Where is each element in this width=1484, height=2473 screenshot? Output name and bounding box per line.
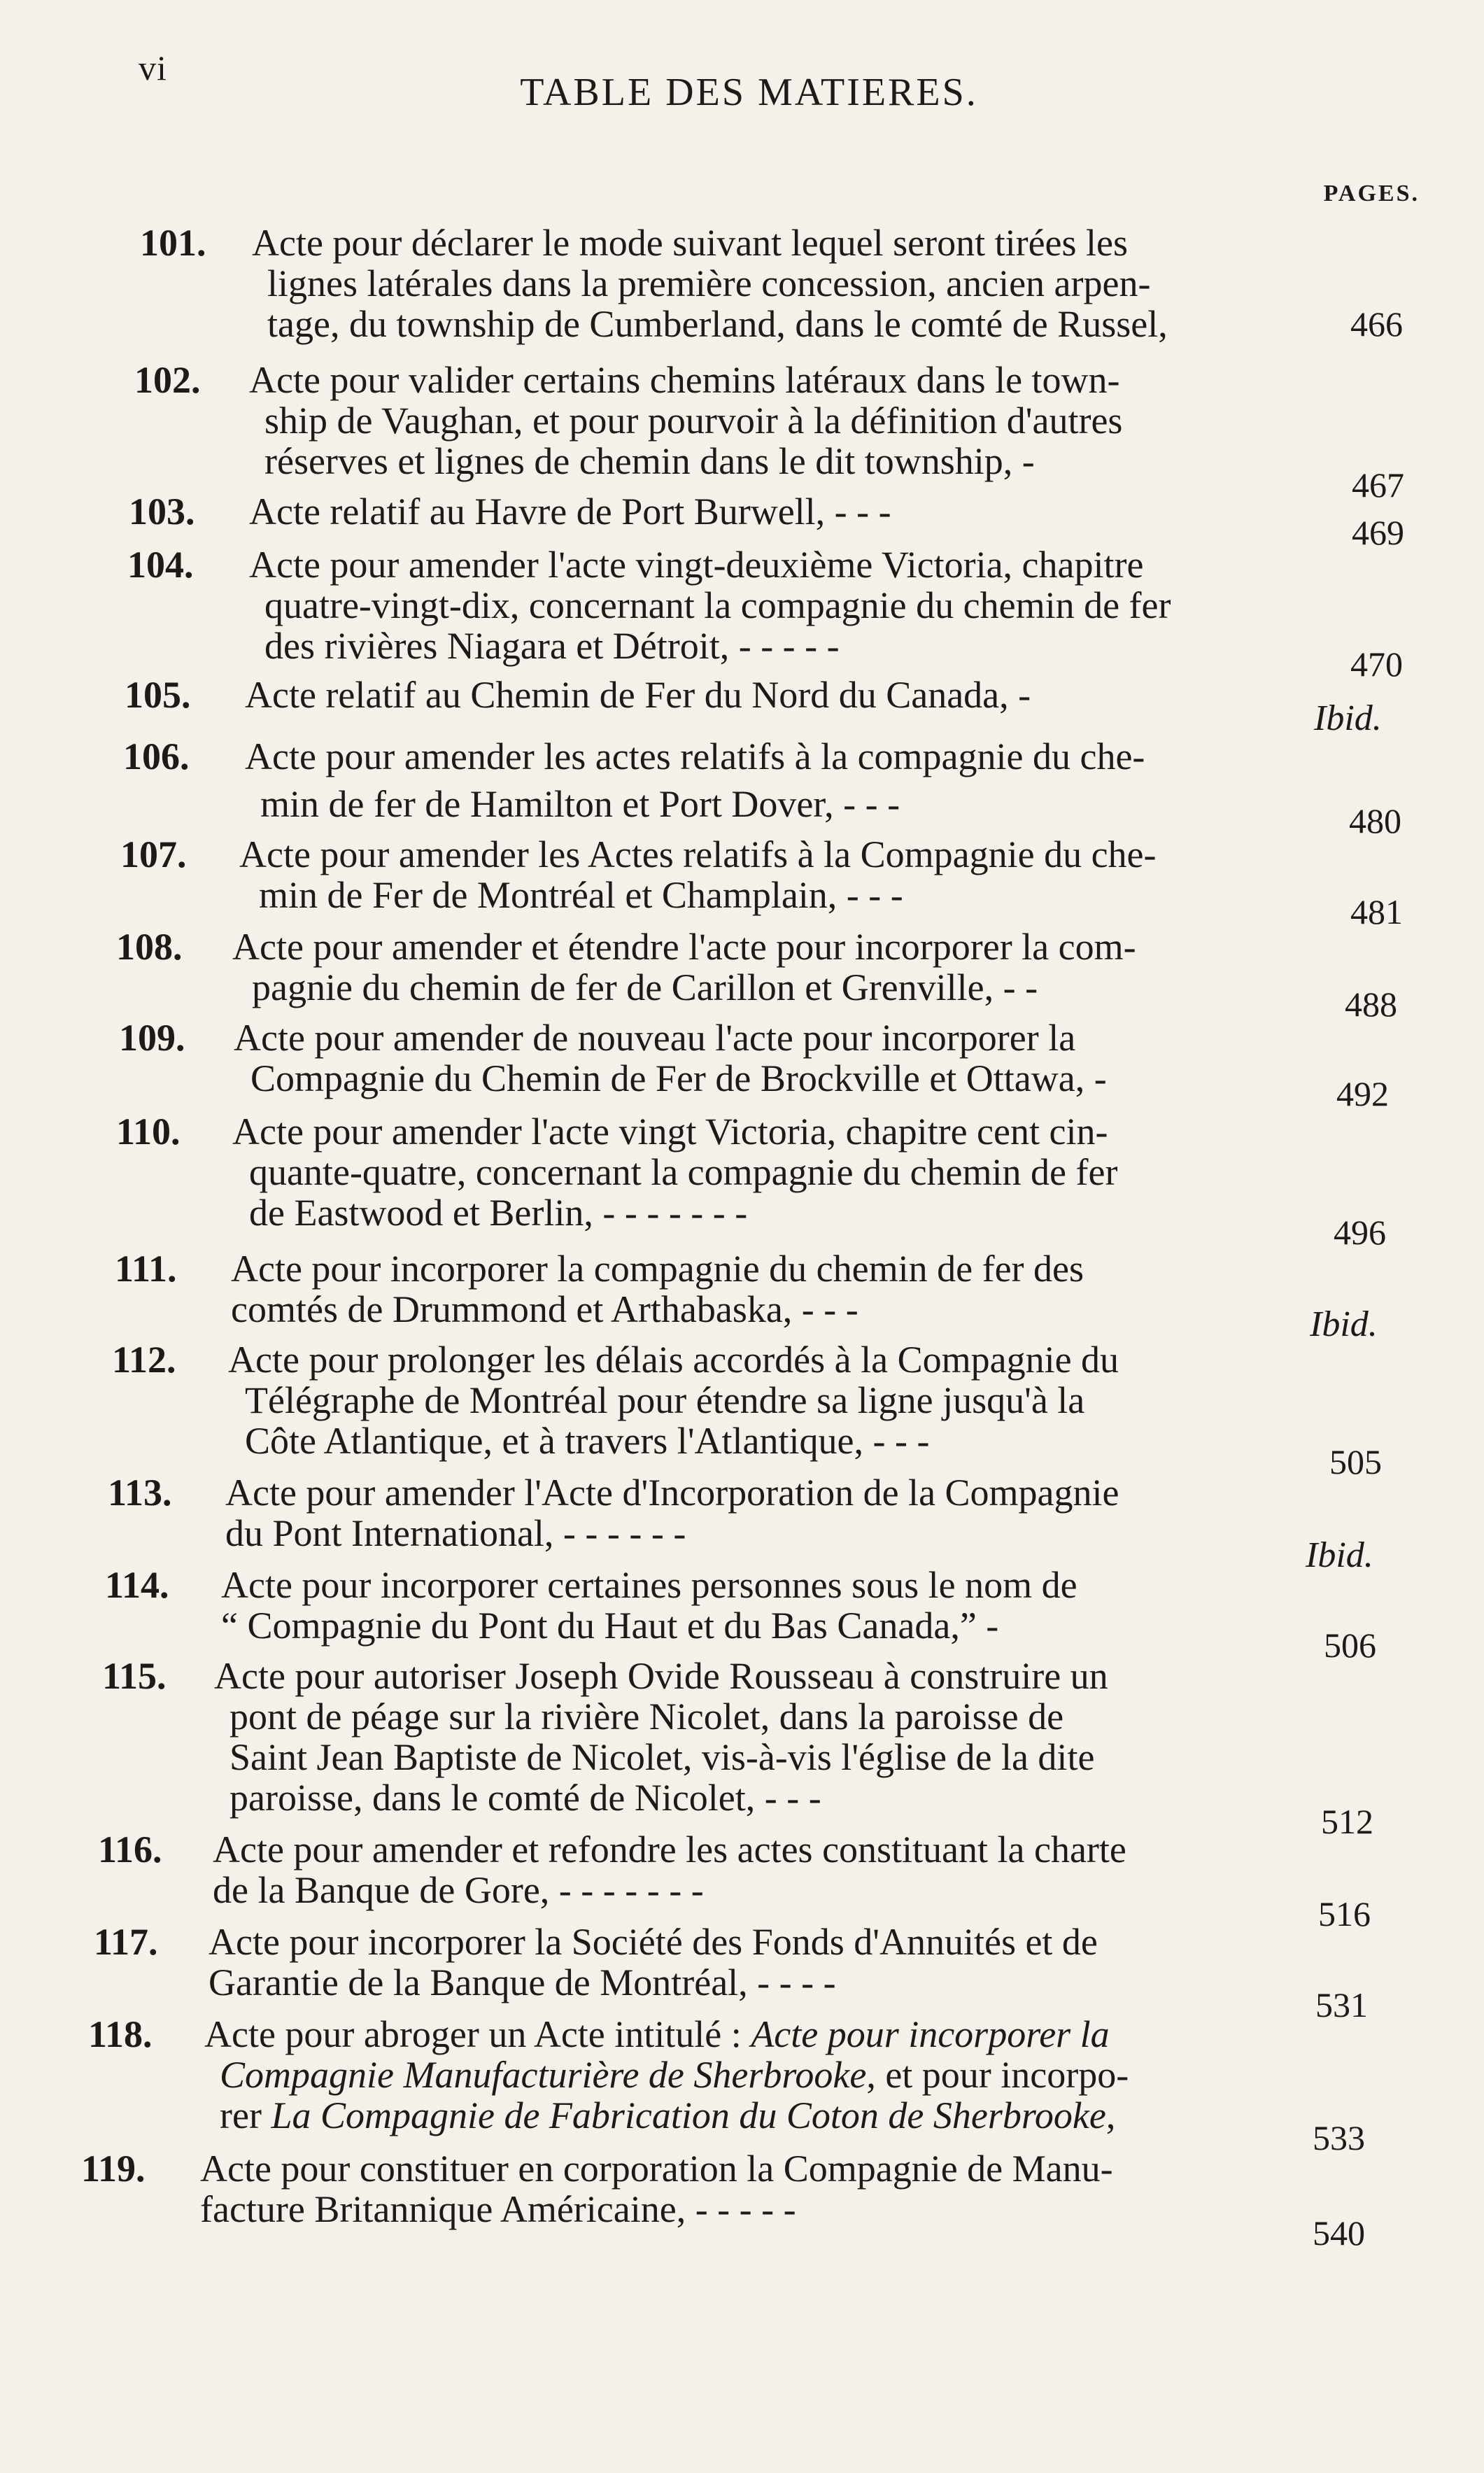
entry-page-number: 466 bbox=[1350, 304, 1403, 344]
entry-number: 101. bbox=[140, 222, 206, 264]
entry-page-number: 496 bbox=[1334, 1213, 1386, 1252]
page-title: TABLE DES MATIERES. bbox=[520, 71, 978, 114]
entry-text: , et pour incorpo- bbox=[866, 2054, 1129, 2096]
entry-line: Acte pour constituer en corporation la Compagnie de Manu- bbox=[200, 2148, 1113, 2190]
entry-line: Acte relatif au Havre de Port Burwell, - - - bbox=[249, 491, 891, 533]
entry-number: 118. bbox=[88, 2013, 153, 2055]
entry-line: des rivières Niagara et Détroit, - - - - - bbox=[264, 625, 840, 667]
entry-line: du Pont International, - - - - - - bbox=[225, 1512, 686, 1554]
entry-line: Acte pour amender l'acte vingt-deuxième Victoria, chapitre bbox=[249, 544, 1144, 586]
entry-line: ship de Vaughan, et pour pourvoir à la définition d'autres bbox=[264, 400, 1123, 442]
entry-page-number: 470 bbox=[1350, 644, 1403, 684]
entry-page-number: 531 bbox=[1315, 1985, 1368, 2024]
entry-number: 108. bbox=[116, 926, 183, 968]
entry-number: 112. bbox=[112, 1339, 176, 1381]
entry-page-number: 516 bbox=[1318, 1894, 1371, 1933]
entry-line: quatre-vingt-dix, concernant la compagnie du chemin de fer bbox=[264, 584, 1171, 626]
entry-number: 107. bbox=[120, 833, 187, 875]
entry-page-number: 505 bbox=[1329, 1442, 1382, 1481]
entry-text: rer bbox=[220, 2094, 271, 2136]
entry-line bbox=[220, 2095, 1129, 2136]
entry-line: “ Compagnie du Pont du Haut et du Bas Canada,” - bbox=[221, 1605, 999, 1647]
entry-page-number: Ibid. bbox=[1314, 698, 1382, 738]
entry-line: Acte pour amender et refondre les actes constituant la charte bbox=[213, 1829, 1126, 1870]
entry-line: paroisse, dans le comté de Nicolet, - - - bbox=[229, 1777, 821, 1819]
entry-italic-title: La Compagnie de Fabrication du Coton de Sherbrooke bbox=[271, 2094, 1106, 2136]
entry-number: 117. bbox=[94, 1921, 158, 1963]
entry-line: Garantie de la Banque de Montréal, - - - - bbox=[209, 1961, 836, 2003]
entry-line: Acte pour déclarer le mode suivant lequel seront tirées les bbox=[252, 222, 1129, 264]
entry-line: Acte relatif au Chemin de Fer du Nord du Canada, - bbox=[245, 674, 1031, 716]
entry-page-number: 492 bbox=[1336, 1074, 1389, 1113]
entry-page-number: 481 bbox=[1350, 892, 1403, 931]
entry-number: 109. bbox=[119, 1017, 185, 1059]
entry-line: Côte Atlantique, et à travers l'Atlantique, - - - bbox=[245, 1420, 930, 1462]
entry-line: réserves et lignes de chemin dans le dit township, - bbox=[264, 440, 1035, 482]
entry-number: 105. bbox=[125, 674, 191, 716]
entry-line: Télégraphe de Montréal pour étendre sa ligne jusqu'à la bbox=[245, 1379, 1085, 1421]
entry-page-number: 533 bbox=[1313, 2118, 1365, 2157]
entry-page-number: Ibid. bbox=[1306, 1535, 1373, 1575]
entry-line: de la Banque de Gore, - - - - - - - bbox=[213, 1869, 704, 1911]
entry-number: 114. bbox=[105, 1564, 169, 1606]
entry-line: pont de péage sur la rivière Nicolet, dans la paroisse de bbox=[229, 1696, 1064, 1738]
entry-italic-title: Compagnie Manufacturière de Sherbrooke bbox=[220, 2054, 867, 2096]
entry-number: 103. bbox=[129, 491, 195, 533]
entry-page-number: 480 bbox=[1349, 801, 1401, 840]
entry-number: 110. bbox=[116, 1111, 181, 1153]
entry-page-number: Ibid. bbox=[1310, 1304, 1378, 1344]
entry-page-number: 467 bbox=[1352, 465, 1404, 505]
entry-line: Acte pour incorporer certaines personnes sous le nom de bbox=[221, 1564, 1077, 1606]
entry-line: Acte pour amender l'acte vingt Victoria, chapitre cent cin- bbox=[232, 1111, 1108, 1153]
entry-page-number: 469 bbox=[1352, 513, 1404, 552]
entry-page-number: 540 bbox=[1313, 2213, 1365, 2253]
entry-line: Acte pour amender les actes relatifs à la compagnie du che- bbox=[245, 735, 1145, 777]
entry-line bbox=[204, 2014, 1129, 2055]
entry-italic-title: Acte pour incorporer la bbox=[751, 2013, 1110, 2055]
entry-number: 104. bbox=[127, 544, 194, 586]
entry-number: 106. bbox=[123, 735, 190, 777]
entry-line: Acte pour amender et étendre l'acte pour incorporer la com- bbox=[232, 926, 1136, 968]
entry-text: , bbox=[1105, 2094, 1116, 2136]
entry-line: lignes latérales dans la première concession, ancien arpen- bbox=[267, 262, 1151, 304]
entry-page-number: 488 bbox=[1345, 985, 1397, 1024]
entry-number: 111. bbox=[115, 1248, 177, 1290]
entry-line: Acte pour amender l'Acte d'Incorporation de la Compagnie bbox=[225, 1472, 1119, 1514]
entry-page-number: 512 bbox=[1321, 1802, 1373, 1841]
entry-number: 119. bbox=[81, 2148, 146, 2190]
entry-number: 116. bbox=[98, 1829, 162, 1870]
entry-line: Acte pour incorporer la Société des Fonds d'Annuités et de bbox=[209, 1921, 1098, 1963]
entry-line: quante-quatre, concernant la compagnie du chemin de fer bbox=[249, 1151, 1118, 1193]
entry-line: pagnie du chemin de fer de Carillon et Grenville, - - bbox=[252, 966, 1038, 1008]
entry-line: min de fer de Hamilton et Port Dover, - - - bbox=[260, 783, 900, 825]
entry-line: Acte pour autoriser Joseph Ovide Rousseau à construire un bbox=[214, 1655, 1108, 1697]
entry-line: tage, du township de Cumberland, dans le comté de Russel, bbox=[267, 303, 1168, 345]
entry-line: min de Fer de Montréal et Champlain, - - - bbox=[259, 874, 903, 916]
entry-number: 102. bbox=[134, 359, 201, 401]
entry-number: 113. bbox=[108, 1472, 172, 1514]
entry-text: Acte pour abroger un Acte intitulé : bbox=[204, 2013, 751, 2055]
entry-line: comtés de Drummond et Arthabaska, - - - bbox=[231, 1288, 858, 1330]
entry-line: Saint Jean Baptiste de Nicolet, vis-à-vis l'église de la dite bbox=[229, 1736, 1095, 1778]
pages-column-label: PAGES. bbox=[1323, 181, 1420, 206]
entry-line: Compagnie du Chemin de Fer de Brockville et Ottawa, - bbox=[250, 1057, 1107, 1099]
entry-line: Acte pour amender les Actes relatifs à la Compagnie du che- bbox=[239, 833, 1157, 875]
entry-line: Acte pour valider certains chemins latéraux dans le town- bbox=[249, 359, 1120, 401]
entry-line: Acte pour incorporer la compagnie du chemin de fer des bbox=[231, 1248, 1084, 1290]
entry-line: Acte pour prolonger les délais accordés à la Compagnie du bbox=[228, 1339, 1119, 1381]
page-folio: vi bbox=[139, 48, 167, 87]
entry-line: de Eastwood et Berlin, - - - - - - - bbox=[249, 1192, 748, 1234]
entry-line: facture Britannique Américaine, - - - - - bbox=[200, 2188, 796, 2230]
entry-line: Acte pour amender de nouveau l'acte pour incorporer la bbox=[234, 1017, 1076, 1059]
entry-number: 115. bbox=[102, 1655, 167, 1697]
entry-page-number: 506 bbox=[1324, 1626, 1376, 1665]
entry-line bbox=[220, 2055, 1129, 2095]
